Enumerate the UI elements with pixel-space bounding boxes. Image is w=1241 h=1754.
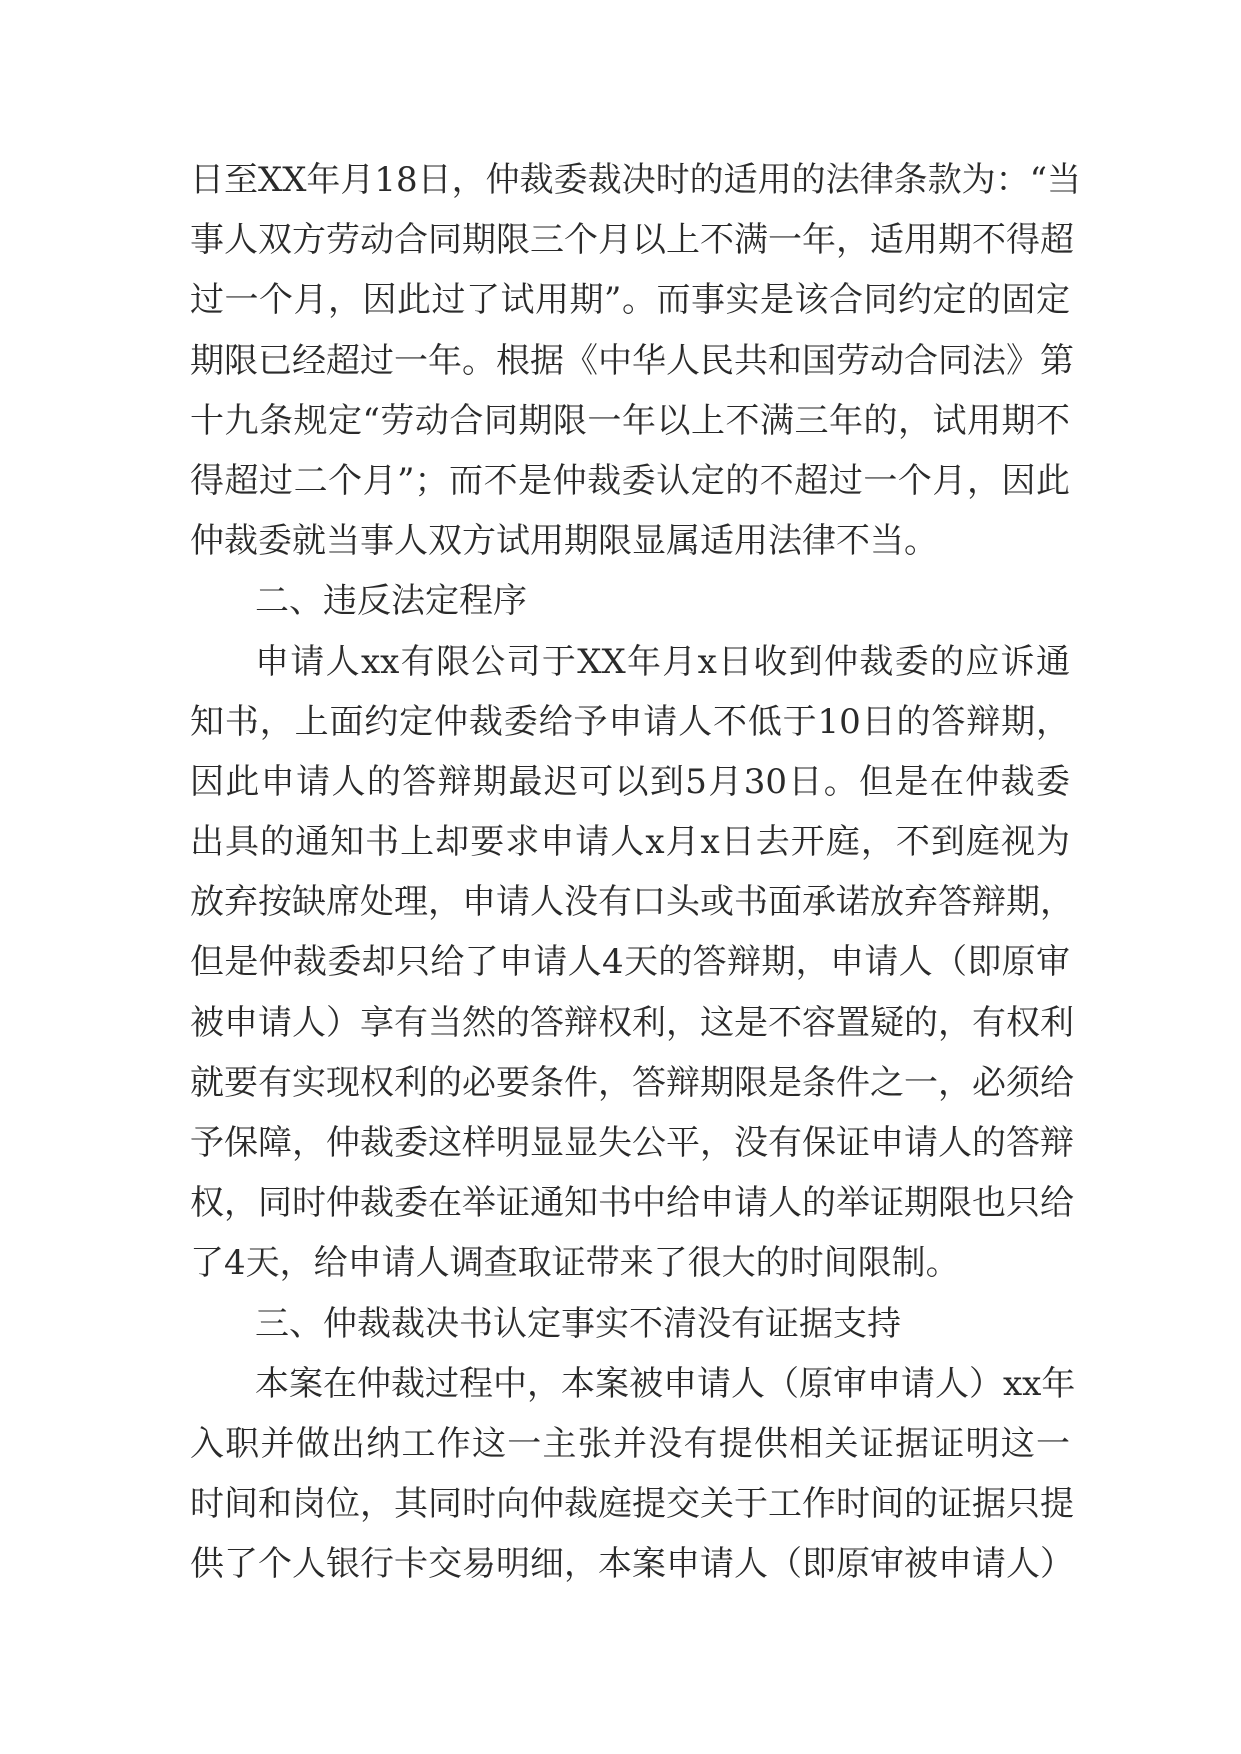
- document-body: [190, 150, 1082, 1595]
- text-line: 申请人xx有限公司于XX年月x日收到仲裁委的应诉通: [255, 641, 1070, 682]
- paragraph-facts: [190, 1354, 1076, 1595]
- text-line: 十九条规定“劳动合同期限一年以上不满三年的，试用期不: [190, 400, 1070, 441]
- text-line: 予保障，仲裁委这样明显显失公平，没有保证申请人的答辩: [190, 1123, 1074, 1163]
- text-line: 放弃按缺席处理，申请人没有口头或书面承诺放弃答辩期，: [190, 882, 1074, 923]
- text-line: 了4天，给申请人调查取证带来了很大的时间限制。: [190, 1243, 960, 1284]
- section-heading-2: [190, 571, 1070, 631]
- text-line: 但是仲裁委却只给了申请人4天的答辩期，申请人（即原审: [190, 942, 1070, 983]
- text-line: 权，同时仲裁委在举证通知书中给申请人的举证期限也只给: [190, 1183, 1074, 1224]
- text-line: 得超过二个月”；而不是仲裁委认定的不超过一个月，因此: [190, 460, 1070, 501]
- text-line: 因此申请人的答辩期最迟可以到5月30日。但是在仲裁委: [190, 761, 1070, 802]
- section-heading-3: [190, 1294, 1070, 1354]
- text-line: 事人双方劳动合同期限三个月以上不满一年，适用期不得超: [190, 220, 1074, 261]
- text-line: 入职并做出纳工作这一主张并没有提供相关证据证明这一: [190, 1423, 1070, 1464]
- heading-line: 二、违反法定程序: [255, 581, 527, 622]
- text-line: 出具的通知书上却要求申请人x月x日去开庭，不到庭视为: [190, 822, 1070, 863]
- text-line: 期限已经超过一年。根据《中华人民共和国劳动合同法》第: [190, 340, 1074, 381]
- paragraph-procedure: [190, 632, 1074, 1294]
- text-line: 被申请人）享有当然的答辩权利，这是不容置疑的，有权利: [190, 1002, 1074, 1043]
- text-line: 就要有实现权利的必要条件，答辩期限是条件之一，必须给: [190, 1062, 1074, 1103]
- text-line: 知书，上面约定仲裁委给予申请人不低于10日的答辩期，: [190, 701, 1070, 742]
- text-line: 过一个月，因此过了试用期”。而事实是该合同约定的固定: [190, 280, 1070, 321]
- text-line: 时间和岗位，其同时向仲裁庭提交关于工作时间的证据只提: [190, 1484, 1074, 1525]
- text-line: 日至XX年月18日，仲裁委裁决时的适用的法律条款为：“当: [190, 160, 1082, 200]
- paragraph-legal-applicability: [190, 150, 1082, 571]
- heading-line: 三、仲裁裁决书认定事实不清没有证据支持: [255, 1303, 901, 1344]
- text-line: 仲裁委就当事人双方试用期限显属适用法律不当。: [190, 521, 938, 562]
- text-line: 供了个人银行卡交易明细，本案申请人（即原审被申请人）: [190, 1544, 1074, 1585]
- text-line: 本案在仲裁过程中，本案被申请人（原审申请人）xx年: [255, 1363, 1076, 1404]
